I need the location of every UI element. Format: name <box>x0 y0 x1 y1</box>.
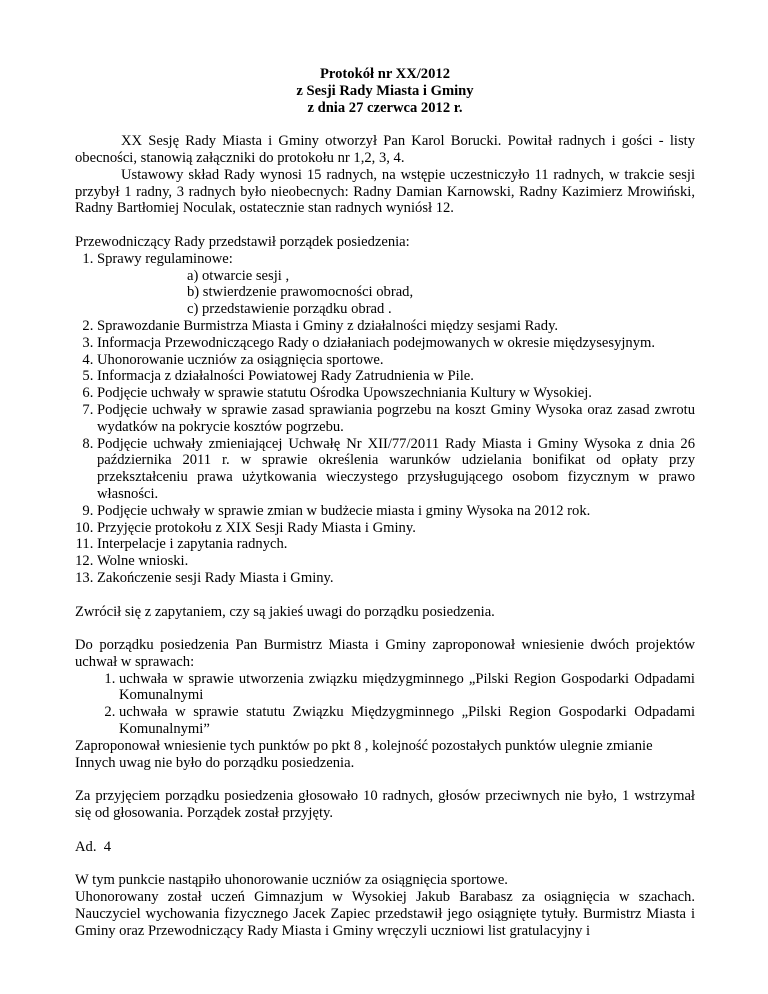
agenda-subitem: c) przedstawienie porządku obrad . <box>187 301 392 318</box>
agenda-item: 3. Informacja Przewodniczącego Rady o działaniach podejmowanych w okresie międzysesyjnym. <box>97 335 695 352</box>
agenda-item-text: Sprawy regulaminowe: <box>97 250 233 267</box>
proposal-list <box>75 671 695 738</box>
title-line-1: Protokół nr XX/2012 <box>320 66 450 82</box>
agenda-item: 10. Przyjęcie protokołu z XIX Sesji Rady Miasta i Gminy. <box>97 520 695 537</box>
agenda-item: 12. Wolne wnioski. <box>97 553 695 570</box>
proposal-item: 2. uchwała w sprawie statutu Związku Międzygminnego „Pilski Region Gospodarki Odpadami Komunalnymi” <box>119 704 695 738</box>
agenda-item: 11. Interpelacje i zapytania radnych. <box>97 536 695 553</box>
document-page <box>75 66 695 939</box>
ad4-paragraph-1: W tym punkcie nastąpiło uhonorowanie uczniów za osiągnięcia sportowe. <box>75 872 508 889</box>
agenda-item: 7. Podjęcie uchwały w sprawie zasad sprawiania pogrzebu na koszt Gminy Wysoka oraz zasad zwrotu wydatków na pokrycie kosztów pogrzebu. <box>97 402 695 436</box>
agenda-item: 6. Podjęcie uchwały w sprawie statutu Ośrodka Upowszechniania Kultury w Wysokiej. <box>97 385 695 402</box>
no-remarks-note: Innych uwag nie było do porządku posiedzenia. <box>75 754 355 771</box>
agenda-item: 2. Sprawozdanie Burmistrza Miasta i Gminy z działalności między sesjami Rady. <box>97 318 695 335</box>
title-line-2: z Sesji Rady Miasta i Gminy <box>296 82 474 99</box>
proposal-note: Zaproponował wniesienie tych punktów po pkt 8 , kolejność pozostałych punktów ulegnie zmianie <box>75 737 653 754</box>
agenda-item <box>97 251 695 318</box>
agenda-list <box>75 251 695 587</box>
intro-paragraph-2: Ustawowy skład Rady wynosi 15 radnych, na wstępie uczestniczyło 11 radnych, w trakcie sesji przybył 1 radny, 3 radnych było nieobecnych: Radny Damian Karnowski, Radny Kazimierz Mrowiński, Radny Bartłomiej Noculak, ostatecznie stan radnych wyniósł 12. <box>75 166 695 217</box>
section-heading-ad4: Ad. 4 <box>75 838 112 855</box>
proposal-item: 1. uchwała w sprawie utworzenia związku międzygminnego „Pilski Region Gospodarki Odpadami Komunalnymi <box>119 671 695 705</box>
agenda-item: 8. Podjęcie uchwały zmieniającej Uchwałę Nr XII/77/2011 Rady Miasta i Gminy Wysoka z dnia 26 października 2011 r. w sprawie określenia warunków udzielania bonifikat od opłaty przy przekształceniu prawa użytkowania wieczystego przysługującego osobom fizycznym w prawo własności. <box>97 436 695 503</box>
agenda-item: 9. Podjęcie uchwały w sprawie zmian w budżecie miasta i gminy Wysoka na 2012 rok. <box>97 503 695 520</box>
agenda-item: 13. Zakończenie sesji Rady Miasta i Gminy. <box>97 570 695 587</box>
title-line-3: z dnia 27 czerwca 2012 r. <box>307 99 463 116</box>
protocol-title <box>75 66 695 116</box>
agenda-sublist <box>97 268 695 318</box>
vote-paragraph: Za przyjęciem porządku posiedzenia głosowało 10 radnych, głosów przeciwnych nie było, 1 wstrzymał się od głosowania. Porządek został przyjęty. <box>75 788 695 822</box>
agenda-subitem: a) otwarcie sesji , <box>187 267 290 284</box>
agenda-item: 4. Uhonorowanie uczniów za osiągnięcia sportowe. <box>97 352 695 369</box>
burmistrz-lead: Do porządku posiedzenia Pan Burmistrz Miasta i Gminy zaproponował wniesienie dwóch projektów uchwał w sprawach: <box>75 637 695 670</box>
intro-paragraph-1: XX Sesję Rady Miasta i Gminy otworzył Pan Karol Borucki. Powitał radnych i gości - listy obecności, stanowią załączniki do protokołu nr 1,2, 3, 4. <box>75 133 695 166</box>
ad4-paragraph-2: Uhonorowany został uczeń Gimnazjum w Wysokiej Jakub Barabasz za osiągnięcia w szachach. Nauczyciel wychowania fizycznego Jacek Zapiec przedstawił jego osiągnięte tytuły. Burmistrz Miasta i Gminy oraz Przewodniczący Rady Miasta i Gminy wręczyli uczniowi list gratulacyjny i <box>75 889 695 939</box>
agenda-subitem: b) stwierdzenie prawomocności obrad, <box>187 284 414 301</box>
agenda-item: 5. Informacja z działalności Powiatowej Rady Zatrudnienia w Pile. <box>97 368 695 385</box>
question-paragraph: Zwrócił się z zapytaniem, czy są jakieś uwagi do porządku posiedzenia. <box>75 603 495 620</box>
agenda-lead: Przewodniczący Rady przedstawił porządek posiedzenia: <box>75 233 410 250</box>
